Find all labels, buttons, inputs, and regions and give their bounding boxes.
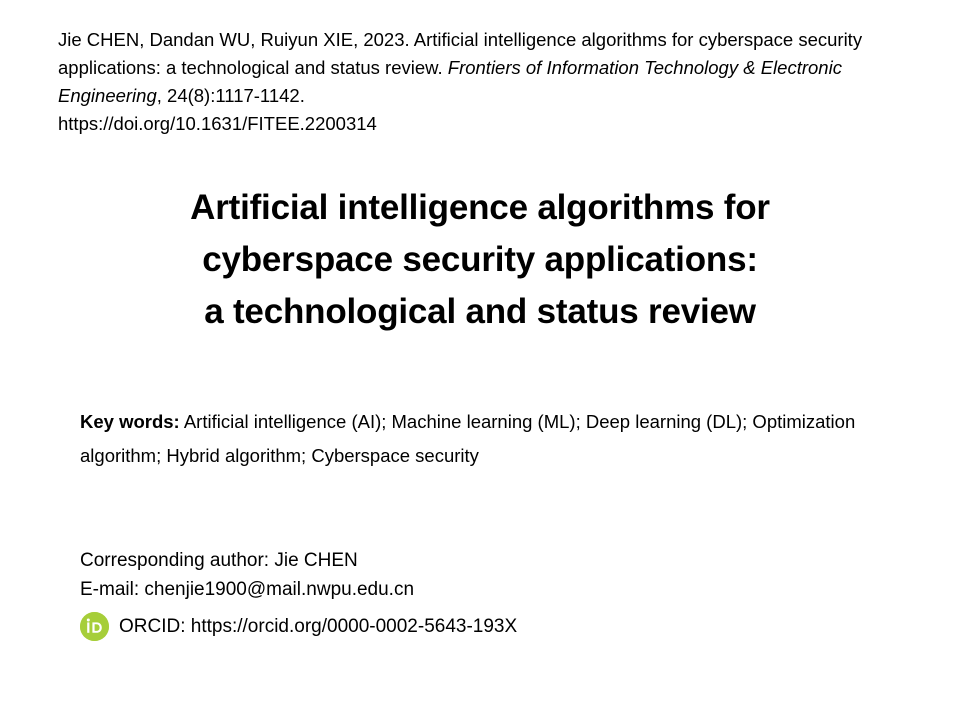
citation-doi: https://doi.org/10.1631/FITEE.2200314	[58, 113, 377, 135]
citation-journal-name: Frontiers of Information Technology & Electronic Engineering	[58, 57, 842, 107]
title-line-2: cyberspace security applications:	[202, 239, 758, 279]
page-title	[60, 182, 900, 337]
citation-text-part2: , 24(8):1117-1142.	[156, 85, 305, 107]
orcid-link-text[interactable]: ORCID: https://orcid.org/0000-0002-5643-193X	[119, 615, 518, 637]
keywords-block	[80, 405, 870, 473]
email-line: E-mail: chenjie1900@mail.nwpu.edu.cn	[80, 579, 415, 601]
title-line-3: a technological and status review	[204, 291, 756, 331]
orcid-row	[80, 612, 517, 641]
orcid-icon	[80, 612, 109, 641]
keywords-label: Key words:	[80, 411, 180, 432]
contact-block	[80, 546, 900, 605]
title-line-1: Artificial intelligence algorithms for	[190, 188, 770, 227]
citation-text-part1: Jie CHEN, Dandan WU, Ruiyun XIE, 2023. Artificial intelligence algorithms for cyberspace security applications: a technological and status review.	[58, 29, 863, 79]
corresponding-author-line: Corresponding author: Jie CHEN	[80, 550, 358, 571]
keywords-text: Artificial intelligence (AI); Machine learning (ML); Deep learning (DL); Optimization algorithm; Hybrid algorithm; Cyberspace security	[80, 411, 856, 467]
citation-block	[58, 26, 898, 138]
